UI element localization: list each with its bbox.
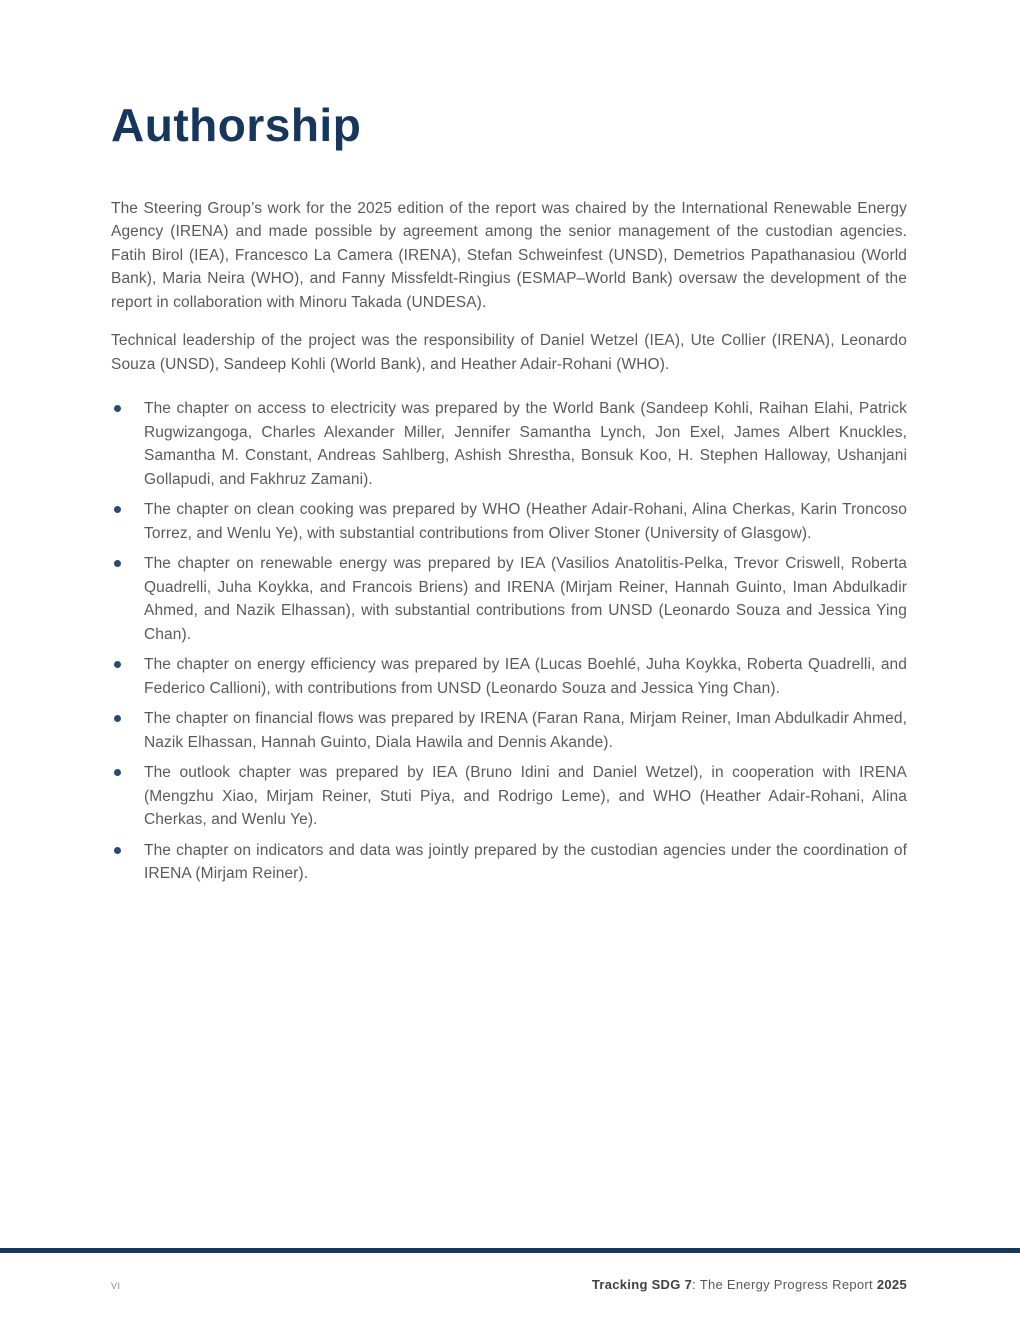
list-item-text: The chapter on energy efficiency was prepared by IEA (Lucas Boehlé, Juha Koykka, Roberta Quadrelli, and Federico Callioni), with contributions from UNSD (Leonardo Souza and Jessica Ying Chan).	[144, 656, 907, 697]
page-number: vi	[111, 1278, 121, 1292]
report-footer-subtitle: : The Energy Progress Report	[692, 1277, 877, 1292]
bullet-icon	[114, 661, 121, 668]
list-item	[111, 498, 907, 545]
bullet-icon	[114, 560, 121, 567]
list-item	[111, 761, 907, 832]
report-footer-title	[592, 1277, 907, 1292]
bullet-icon	[114, 847, 121, 854]
page-footer	[111, 1277, 907, 1292]
bullet-icon	[114, 405, 121, 412]
list-item-text: The outlook chapter was prepared by IEA (Bruno Idini and Daniel Wetzel), in cooperation with IRENA (Mengzhu Xiao, Mirjam Reiner, Stuti Piya, and Rodrigo Leme), and WHO (Heather Adair-Rohani, Alina Cherkas, and Wenlu Ye).	[144, 764, 907, 829]
list-item-text: The chapter on financial flows was prepared by IRENA (Faran Rana, Mirjam Reiner, Iman Abdulkadir Ahmed, Nazik Elhassan, Hannah Guinto, Diala Hawila and Dennis Akande).	[144, 710, 907, 751]
chapter-authorship-list	[111, 397, 907, 886]
report-footer-year: 2025	[876, 1277, 907, 1292]
list-item-text: The chapter on indicators and data was jointly prepared by the custodian agencies under the coordination of IRENA (Mirjam Reiner).	[144, 841, 907, 883]
bullet-icon	[114, 715, 121, 722]
list-item-text: The chapter on access to electricity was prepared by the World Bank (Sandeep Kohli, Raihan Elahi, Patrick Rugwizangoga, Charles Alexander Miller, Jennifer Samantha Lynch, Jon Exel, James Albert Knuckles, Samantha M. Constant, Andreas Sahlberg, Ashish Shrestha, Bonsuk Koo, H. Stephen Halloway, Ushanjani Gollapudi, and Fakhruz Zamani).	[144, 400, 907, 488]
footer-rule	[0, 1248, 1020, 1253]
report-footer-name: Tracking SDG 7	[591, 1277, 693, 1292]
list-item	[111, 653, 907, 700]
list-item	[111, 397, 907, 491]
technical-leadership-paragraph: Technical leadership of the project was the responsibility of Daniel Wetzel (IEA), Ute Collier (IRENA), Leonardo Souza (UNSD), Sandeep Kohli (World Bank), and Heather Adair-Rohani (WHO).	[111, 332, 907, 373]
list-item	[111, 707, 907, 754]
page-title: Authorship	[111, 99, 362, 151]
list-item-text: The chapter on renewable energy was prepared by IEA (Vasilios Anatolitis-Pelka, Trevor Criswell, Roberta Quadrelli, Juha Koykka, and Francois Briens) and IRENA (Mirjam Reiner, Hannah Guinto, Iman Abdulkadir Ahmed, and Nazik Elhassan), with substantial contributions from UNSD (Leonardo Souza and Jessica Ying Chan).	[144, 555, 907, 643]
list-item	[111, 552, 907, 646]
list-item-text: The chapter on clean cooking was prepared by WHO (Heather Adair-Rohani, Alina Cherkas, Karin Troncoso Torrez, and Wenlu Ye), with substantial contributions from Oliver Stoner (University of Glasgow).	[144, 501, 907, 542]
intro-paragraph: The Steering Group’s work for the 2025 edition of the report was chaired by the International Renewable Energy Agency (IRENA) and made possible by agreement among the senior management of the custodian agencies. Fatih Birol (IEA), Francesco La Camera (IRENA), Stefan Schweinfest (UNSD), Demetrios Papathanasiou (World Bank), Maria Neira (WHO), and Fanny Missfeldt-Ringius (ESMAP–World Bank) oversaw the development of the report in collaboration with Minoru Takada (UNDESA).	[111, 199, 907, 311]
bullet-icon	[114, 769, 121, 776]
bullet-icon	[114, 506, 121, 513]
list-item	[111, 839, 907, 886]
